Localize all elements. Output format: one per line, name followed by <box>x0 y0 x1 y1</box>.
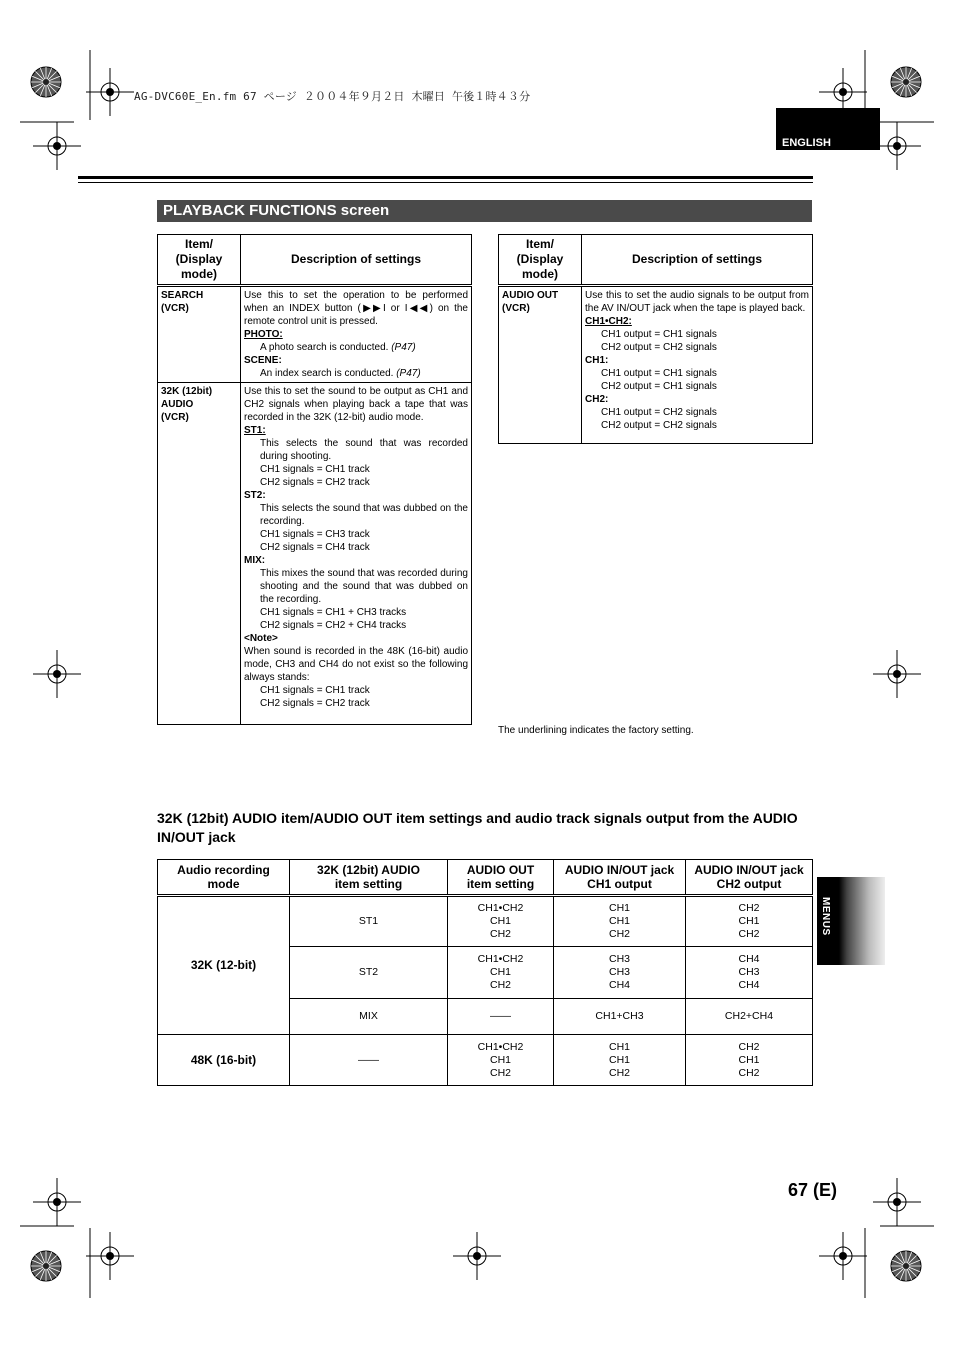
left-settings-table <box>157 234 472 725</box>
item-32k-audio: 32K (12bit) AUDIO (VCR) <box>158 383 241 725</box>
audio-out-cell: CH1•CH2 CH1 CH2 <box>448 1035 554 1086</box>
audio32k-description: Use this to set the sound to be output as CH1 and CH2 signals when playing back a tape that was recorded in the 32K (12-bit) audio mode. ST1: This selects the sound that was recorded during shooting. CH1 signals = CH1 track CH2 signals = CH2 track ST2: This selects the sound that was dubbed on the recording. CH1 signals = CH3 track CH2 signals = CH4 track MIX: This mixes the sound that was recorded during shooting and the sound that was dubbed on the recording. CH1 signals = CH1 + CH3 tracks CH2 signals = CH2 + CH4 tracks <Note> When sound is recorded in the 48K (16-bit) audio mode, CH3 and CH4 do not exist so the following always stands: CH1 signals = CH1 track CH2 signals = CH2 track <box>241 383 472 725</box>
table-row <box>158 896 813 947</box>
track-signal-table <box>157 859 813 1086</box>
section-title: PLAYBACK FUNCTIONS screen <box>163 202 390 219</box>
header-rule-thin <box>78 182 813 183</box>
language-tab <box>776 108 880 150</box>
setting-cell: ST1 <box>290 896 448 947</box>
menus-side-tab <box>817 877 885 965</box>
page-number: 67 (E) <box>788 1180 838 1200</box>
ch1-output-cell: CH1+CH3 <box>554 999 686 1035</box>
table-row <box>499 286 813 444</box>
audio-out-description: Use this to set the audio signals to be output from the AV IN/OUT jack when the tape is played back. CH1•CH2: CH1 output = CH1 signals CH2 output = CH2 signals CH1: CH1 output = CH1 signals CH2 output = CH1 signals CH2: CH1 output = CH2 signals CH2 output = CH2 signals <box>582 286 813 444</box>
language-label: ENGLISH <box>782 137 831 149</box>
previous-index-icon: I◀◀ <box>404 303 430 314</box>
audio-out-cell: —— <box>448 999 554 1035</box>
next-index-icon: ▶▶I <box>360 303 386 314</box>
setting-cell: MIX <box>290 999 448 1035</box>
column-header-description: Description of settings <box>582 235 813 286</box>
table-row <box>158 286 472 383</box>
column-header-ch1-output: AUDIO IN/OUT jack CH1 output <box>554 860 686 896</box>
footnote: The underlining indicates the factory setting. <box>498 725 694 736</box>
column-header-item: Item/ (Display mode) <box>499 235 582 286</box>
right-settings-table <box>498 234 813 444</box>
ch1-output-cell: CH1 CH1 CH2 <box>554 896 686 947</box>
search-description: Use this to set the operation to be performed when an INDEX button (▶▶I or I◀◀) on the remote control unit is pressed. PHOTO: A photo search is conducted. (P47) SCENE: An index search is conducted. (P47) <box>241 286 472 383</box>
ch2-output-cell: CH4 CH3 CH4 <box>686 947 813 999</box>
column-header-32k-setting: 32K (12bit) AUDIO item setting <box>290 860 448 896</box>
item-audio-out: AUDIO OUT (VCR) <box>499 286 582 444</box>
item-search: SEARCH (VCR) <box>158 286 241 383</box>
ch1-output-cell: CH3 CH3 CH4 <box>554 947 686 999</box>
column-header-ch2-output: AUDIO IN/OUT jack CH2 output <box>686 860 813 896</box>
mode-cell: 32K (12-bit) <box>158 896 290 1035</box>
subheading: 32K (12bit) AUDIO item/AUDIO OUT item settings and audio track signals output from the AUDIO IN/OUT jack <box>157 810 798 845</box>
setting-cell: ST2 <box>290 947 448 999</box>
ch2-output-cell: CH2 CH1 CH2 <box>686 896 813 947</box>
mode-cell: 48K (16-bit) <box>158 1035 290 1086</box>
audio-out-cell: CH1•CH2 CH1 CH2 <box>448 896 554 947</box>
setting-cell: —— <box>290 1035 448 1086</box>
section-title-bar <box>157 200 812 222</box>
ch1-output-cell: CH1 CH1 CH2 <box>554 1035 686 1086</box>
table-row <box>158 1035 813 1086</box>
column-header-description: Description of settings <box>241 235 472 286</box>
menus-tab-label: MENUS <box>820 897 831 936</box>
column-header-mode: Audio recording mode <box>158 860 290 896</box>
table-row <box>158 383 472 725</box>
header-rule <box>78 176 813 179</box>
audio-out-cell: CH1•CH2 CH1 CH2 <box>448 947 554 999</box>
column-header-audio-out: AUDIO OUT item setting <box>448 860 554 896</box>
ch2-output-cell: CH2 CH1 CH2 <box>686 1035 813 1086</box>
column-header-item: Item/ (Display mode) <box>158 235 241 286</box>
ch2-output-cell: CH2+CH4 <box>686 999 813 1035</box>
file-header: AG-DVC60E_En.fm 67 ページ ２００４年９月２日 木曜日 午後１時４３分 <box>134 90 531 103</box>
